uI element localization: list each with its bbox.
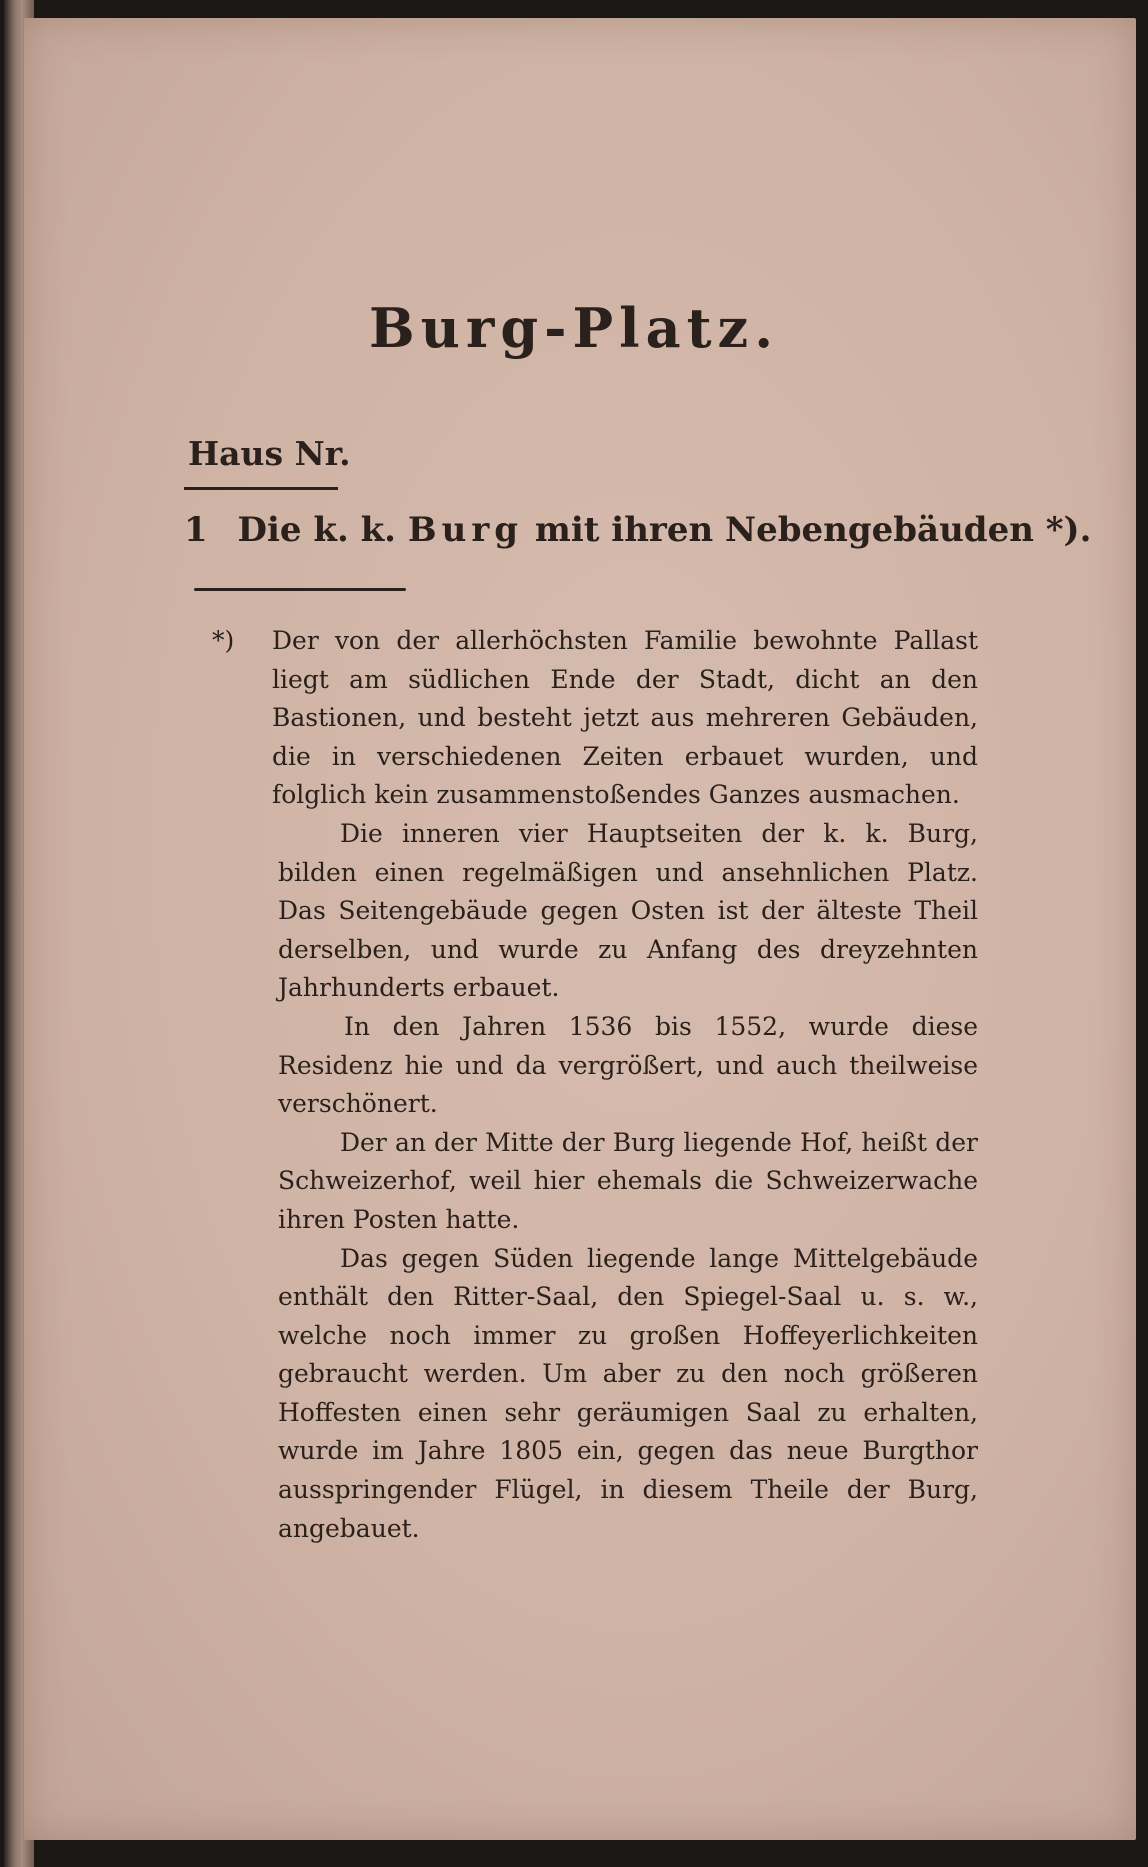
footnote-paragraph-4: Der an der Mitte der Burg liegende Hof, heißt der Schweizerhof, weil hier ehemals die Schweizerwache ihren Posten hatte. xyxy=(278,1127,978,1234)
footnote-paragraph-1 xyxy=(212,622,978,815)
footnote-paragraph-2: Die inneren vier Hauptseiten der k. k. Burg, bilden einen regelmäßigen und ansehnlichen Platz. Das Seitengebäude gegen Osten ist der älteste Theil derselben, und wurde zu Anfang des dreyzehnten Jahrhunderts erbauet. xyxy=(278,818,978,1003)
house-number: 1 xyxy=(184,510,208,550)
section-divider xyxy=(194,588,406,591)
footnote-paragraph-5: Das gegen Süden liegende lange Mittelgebäude enthält den Ritter-Saal, den Spiegel-Saal u. s. w., welche noch immer zu großen Hoffeyerlichkeiten gebraucht werden. Um aber zu den noch größeren Hoffesten einen sehr geräumigen Saal zu erhalten, wurde im Jahre 1805 ein, gegen das neue Burgthor ausspringender Flügel, in diesem Theile der Burg, angebauet. xyxy=(278,1243,978,1543)
footnote-paragraph-3: In den Jahren 1536 bis 1552, wurde diese Residenz hie und da vergrößert, und auch theilweise verschönert. xyxy=(278,1011,978,1119)
footnote-marker: *) xyxy=(212,626,235,655)
entry-spaced-word: Burg xyxy=(407,510,524,550)
entry-text-after: mit ihren Nebengebäuden *). xyxy=(534,510,1092,550)
entry-text-before: Die k. k. xyxy=(237,510,397,550)
column-label-underline xyxy=(184,487,338,490)
footnote xyxy=(212,622,978,1548)
footnote-paragraph-1-text: Der von der allerhöchsten Familie bewohnte Pallast liegt am südlichen Ende der Stadt, dicht an den Bastionen, und besteht jetzt aus mehreren Gebäuden, die in verschiedenen Zeiten erbauet wurden, und folglich kein zusammenstoßendes Ganzes ausmachen. xyxy=(272,626,978,810)
page-heading: Burg-Platz. xyxy=(368,296,780,360)
column-label: Haus Nr. xyxy=(188,434,351,473)
entry-line xyxy=(184,510,1091,550)
